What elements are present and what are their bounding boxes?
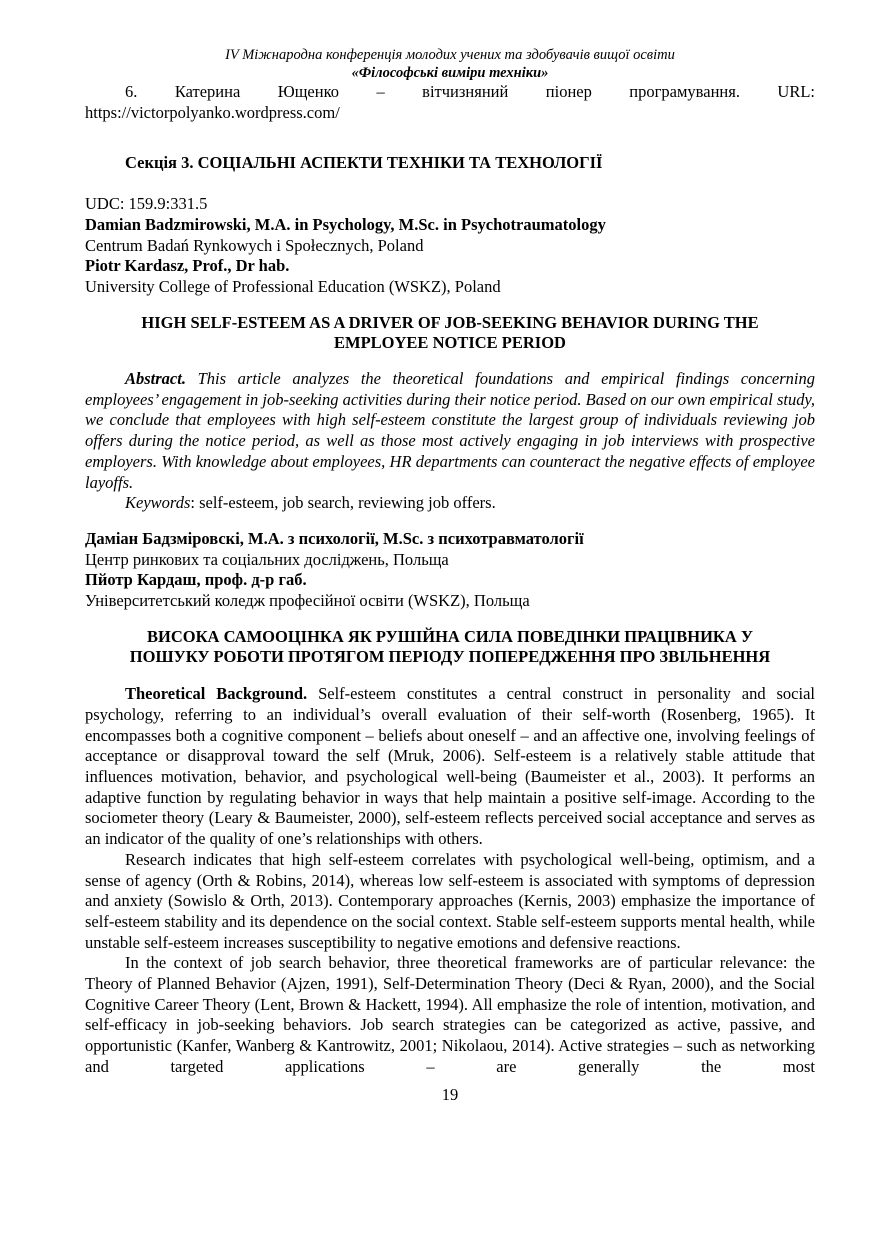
udc-code: UDC: 159.9:331.5	[85, 194, 208, 214]
authors-en	[85, 215, 815, 298]
running-header	[85, 46, 815, 82]
affiliation-uk-1: Центр ринкових та соціальних досліджень, Польща	[85, 549, 449, 569]
keywords-text: : self-esteem, job search, reviewing job offers.	[190, 493, 496, 513]
reference-item	[85, 82, 815, 123]
author-en-1: Damian Badzmirowski, M.A. in Psychology, M.Sc. in Psychotraumatology	[85, 214, 606, 234]
affiliation-uk-2: Університетський коледж професійної освіти (WSKZ), Польща	[85, 591, 530, 611]
authors-uk	[85, 529, 815, 612]
affiliation-en-2: University College of Professional Education (WSKZ), Poland	[85, 276, 501, 296]
article-title-uk	[85, 627, 815, 668]
body-paragraph-2: Research indicates that high self-esteem correlates with psychological well-being, optimism, and a sense of agency (Orth & Robins, 2014), whereas low self-esteem is associated with symptoms of depression and anxiety (Sowislo & Orth, 2013). Contemporary approaches (Kernis, 2003) emphasize the importance of self-esteem stability and its dependence on the social context. Stable self-esteem supports mental health, while unstable self-esteem increases susceptibility to negative emotions and defensive reactions.	[85, 849, 815, 952]
affiliation-en-1: Centrum Badań Rynkowych i Społecznych, Poland	[85, 235, 424, 255]
article-title-uk-line1: ВИСОКА САМООЦІНКА ЯК РУШІЙНА СИЛА ПОВЕДІНКИ ПРАЦІВНИКА У	[146, 626, 754, 646]
keywords-label: Keywords	[125, 493, 191, 513]
author-en-2: Piotr Kardasz, Prof., Dr hab.	[85, 256, 290, 276]
page-number: 19	[441, 1084, 459, 1104]
author-uk-1: Даміан Бадзміровскі, М.А. з психології, M.Sc. з психотравматології	[85, 528, 584, 548]
body-paragraph-1	[85, 684, 815, 850]
section-heading: Секція 3. СОЦІАЛЬНІ АСПЕКТИ ТЕХНІКИ ТА ТЕХНОЛОГІЇ	[125, 153, 603, 173]
abstract-text: This article analyzes the theoretical foundations and empirical findings concerning employees’ engagement in job-seeking activities during their notice period. Based on our own empirical study, we conclude that employees with high self-esteem constitute the largest group of individuals reviewing job offers during the notice period, as well as those most actively engaging in job interviews with prospective employers. With knowledge about employees, HR departments can counteract the negative effects of employee layoffs.	[85, 369, 815, 492]
conference-subtitle: «Філософські виміри техніки»	[351, 65, 549, 81]
article-title-en	[85, 313, 815, 354]
author-uk-2: Пйотр Кардаш, проф. д-р габ.	[85, 570, 307, 590]
article-title-en-line1: HIGH SELF-ESTEEM AS A DRIVER OF JOB-SEEKING BEHAVIOR DURING THE	[141, 312, 759, 332]
abstract-paragraph	[85, 369, 815, 493]
keywords-line	[85, 493, 815, 514]
article-title-en-line2: EMPLOYEE NOTICE PERIOD	[334, 333, 566, 353]
article-title-uk-line2: ПОШУКУ РОБОТИ ПРОТЯГОМ ПЕРІОДУ ПОПЕРЕДЖЕННЯ ПРО ЗВІЛЬНЕННЯ	[129, 647, 771, 667]
body-paragraph-3: In the context of job search behavior, three theoretical frameworks are of particular relevance: the Theory of Planned Behavior (Ajzen, 1991), Self-Determination Theory (Deci & Ryan, 2000), and the Social Cognitive Career Theory (Lent, Brown & Hackett, 1994). All emphasize the role of intention, motivation, and self-efficacy in job-seeking behaviors. Job search strategies can be categorized as active, passive, and opportunistic (Kanfer, Wanberg & Kantrowitz, 2001; Nikolaou, 2014). Active strategies – such as networking and targeted applications – are generally the most	[85, 953, 815, 1076]
reference-url: https://victorpolyanko.wordpress.com/	[85, 102, 340, 122]
body-paragraph-1-text: Self-esteem constitutes a central construct in personality and social psychology, referring to an individual’s overall evaluation of their self-worth (Rosenberg, 1965). It encompasses both a cognitive component – beliefs about oneself – and an affective one, involving feelings of acceptance or disapproval toward the self (Mruk, 2006). Self-esteem is a relatively stable attitude that influences motivation, behavior, and psychological well-being (Baumeister et al., 2003). It performs an adaptive function by regulating behavior in ways that help maintain a positive self-image. According to the sociometer theory (Leary & Baumeister, 2000), self-esteem reflects perceived social acceptance and serves as an indicator of the quality of one’s relationships with others.	[85, 684, 815, 849]
abstract-label: Abstract.	[125, 369, 186, 389]
theoretical-background-label: Theoretical Background.	[125, 684, 308, 704]
reference-text: 6. Катерина Ющенко – вітчизняний піонер програмування. URL:	[125, 82, 815, 101]
conference-title: IV Міжнародна конференція молодих учених та здобувачів вищої освіти	[225, 47, 675, 63]
